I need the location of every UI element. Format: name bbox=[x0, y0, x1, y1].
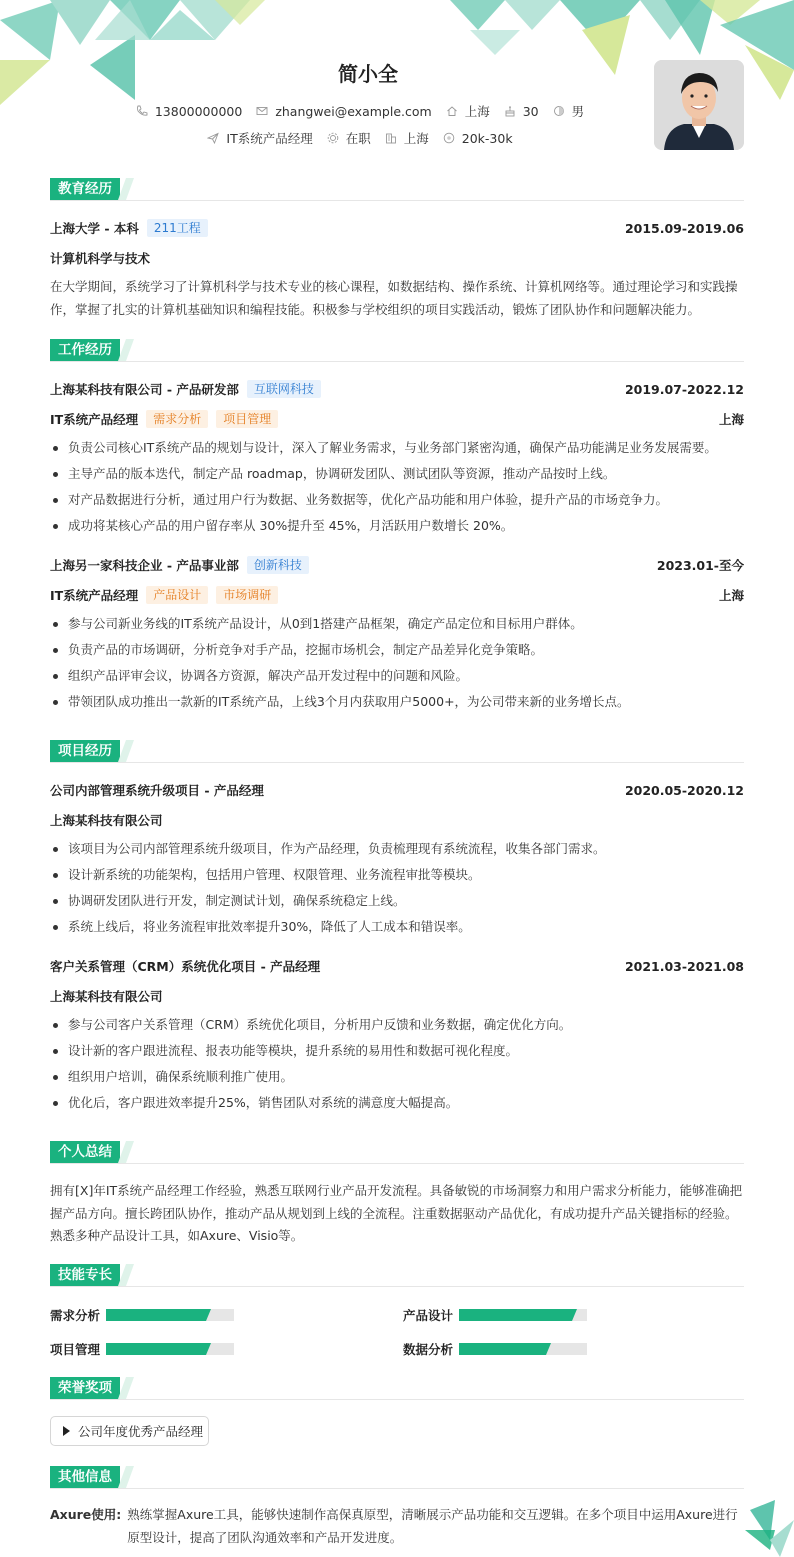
education-row bbox=[50, 218, 744, 238]
list-item: 成功将某核心产品的用户留存率从 30%提升至 45%，月活跃用户数增长 20%。 bbox=[50, 513, 744, 539]
skill-bar-fill bbox=[459, 1343, 546, 1355]
company-name: 上海某科技有限公司 - 产品研发部 bbox=[50, 382, 239, 397]
gender-text: 男 bbox=[571, 104, 585, 119]
skill-name: 产品设计 bbox=[403, 1308, 454, 1323]
company-tag: 创新科技 bbox=[247, 556, 309, 574]
avatar-photo bbox=[654, 60, 744, 150]
skill-bar bbox=[106, 1343, 234, 1355]
phone-info bbox=[136, 104, 242, 119]
job-header bbox=[50, 555, 744, 575]
status-icon bbox=[327, 132, 339, 144]
job-location: 上海 bbox=[718, 412, 744, 427]
list-item: 设计新系统的功能架构，包括用户管理、权限管理、业务流程审批等模块。 bbox=[50, 862, 744, 888]
age-text: 30 bbox=[522, 103, 539, 119]
target-city-text: 上海 bbox=[403, 131, 429, 146]
list-item: 组织用户培训，确保系统顺利推广使用。 bbox=[50, 1064, 744, 1090]
skill-tag: 市场调研 bbox=[216, 586, 278, 604]
list-item: 该项目为公司内部管理系统升级项目，作为产品经理，负责梳理现有系统流程，收集各部门需求。 bbox=[50, 836, 744, 862]
job-header bbox=[50, 379, 744, 399]
job-period: 2023.01-至今 bbox=[656, 558, 744, 573]
skill-tag: 需求分析 bbox=[146, 410, 208, 428]
list-item: 带领团队成功推出一款新的IT系统产品，上线3个月内获取用户5000+，为公司带来新的业务增长点。 bbox=[50, 689, 744, 715]
other-section-header bbox=[50, 1466, 744, 1489]
send-icon bbox=[207, 132, 219, 144]
skill-bar-fill bbox=[106, 1343, 206, 1355]
project-company: 上海某科技有限公司 bbox=[50, 813, 163, 828]
status-text: 在职 bbox=[345, 131, 371, 146]
list-item: 负责产品的市场调研，分析竞争对手产品，挖掘市场机会，制定产品差异化竞争策略。 bbox=[50, 637, 744, 663]
skills-title: 技能专长 bbox=[50, 1264, 120, 1286]
city-text: 上海 bbox=[464, 104, 490, 119]
age-info bbox=[504, 104, 539, 119]
skill-item bbox=[50, 1306, 234, 1324]
email-text: zhangwei@example.com bbox=[275, 103, 432, 119]
mail-icon bbox=[256, 105, 268, 117]
corner-decoration bbox=[740, 1500, 794, 1557]
award-text: 公司年度优秀产品经理 bbox=[78, 1424, 204, 1439]
skills-section-header bbox=[50, 1264, 744, 1287]
project-bullets bbox=[50, 836, 744, 940]
summary-text: 拥有[X]年IT系统产品经理工作经验，熟悉互联网行业产品开发流程。具备敏锐的市场洞察力和用户需求分析能力，能够准确把握产品方向。擅长跨团队协作，推动产品从规划到上线的全流程。注重数据驱动产品优化，有成功提升产品关键指标的经验。熟悉多种产品设计工具，如Axure、Visio等。 bbox=[50, 1183, 743, 1243]
list-item: 负责公司核心IT系统产品的规划与设计，深入了解业务需求，与业务部门紧密沟通，确保产品功能满足业务发展需要。 bbox=[50, 435, 744, 461]
skill-name: 项目管理 bbox=[50, 1342, 101, 1357]
job-role: IT系统产品经理 bbox=[50, 588, 139, 603]
title-tail bbox=[118, 178, 134, 200]
skill-name: 需求分析 bbox=[50, 1308, 101, 1323]
projects-section-header bbox=[50, 740, 744, 763]
candidate-name: 简小全 bbox=[338, 62, 398, 86]
education-title: 教育经历 bbox=[50, 178, 120, 200]
company-tag: 互联网科技 bbox=[247, 380, 321, 398]
job-bullets bbox=[50, 435, 744, 539]
job-role: IT系统产品经理 bbox=[50, 412, 139, 427]
title-tail bbox=[118, 740, 134, 762]
list-item: 组织产品评审会议，协调各方资源，解决产品开发过程中的问题和风险。 bbox=[50, 663, 744, 689]
skill-bar bbox=[459, 1343, 587, 1355]
summary-section-header bbox=[50, 1141, 744, 1164]
job-title-text: IT系统产品经理 bbox=[226, 131, 313, 146]
salary-text: 20k-30k bbox=[461, 130, 513, 146]
job-intent-row bbox=[0, 129, 720, 147]
other-info-value: 熟练掌握Axure工具，能够快速制作高保真原型，清晰展示产品功能和交互逻辑。在多个项目中运用Axure进行原型设计，提高了团队沟通效率和产品开发进度。 bbox=[127, 1507, 738, 1545]
job-location: 上海 bbox=[718, 588, 744, 603]
project-header bbox=[50, 780, 744, 800]
target-city-info bbox=[385, 129, 429, 147]
work-title: 工作经历 bbox=[50, 339, 120, 361]
other-info-row bbox=[50, 1503, 744, 1549]
major-name: 计算机科学与技术 bbox=[50, 251, 151, 266]
company-name: 上海另一家科技企业 - 产品事业部 bbox=[50, 558, 239, 573]
work-section-header bbox=[50, 339, 744, 362]
projects-title: 项目经历 bbox=[50, 740, 120, 762]
skill-bar bbox=[106, 1309, 234, 1321]
building-icon bbox=[385, 132, 397, 144]
phone-text: 13800000000 bbox=[154, 103, 243, 119]
skill-tag: 产品设计 bbox=[146, 586, 208, 604]
skill-bar-fill bbox=[106, 1309, 206, 1321]
education-period: 2015.09-2019.06 bbox=[624, 220, 744, 236]
home-icon bbox=[446, 105, 458, 117]
job-period: 2019.07-2022.12 bbox=[624, 381, 744, 397]
cake-icon bbox=[504, 105, 516, 117]
skill-name: 数据分析 bbox=[403, 1342, 454, 1357]
school-name: 上海大学 - 本科 bbox=[50, 221, 139, 236]
list-item: 参与公司新业务线的IT系统产品设计，从0到1搭建产品框架，确定产品定位和目标用户群体。 bbox=[50, 611, 744, 637]
project-header bbox=[50, 956, 744, 976]
list-item: 主导产品的版本迭代，制定产品 roadmap，协调研发团队、测试团队等资源，推动产品按时上线。 bbox=[50, 461, 744, 487]
skill-item bbox=[50, 1340, 234, 1358]
project-period: 2020.05-2020.12 bbox=[624, 782, 744, 798]
list-item: 系统上线后，将业务流程审批效率提升30%，降低了人工成本和错误率。 bbox=[50, 914, 744, 940]
title-tail bbox=[118, 1466, 134, 1488]
gender-icon bbox=[553, 105, 565, 117]
other-info-key: Axure使用: bbox=[50, 1507, 122, 1522]
honors-title: 荣誉奖项 bbox=[50, 1377, 120, 1399]
project-period: 2021.03-2021.08 bbox=[624, 958, 744, 974]
list-item: 优化后，客户跟进效率提升25%，销售团队对系统的满意度大幅提高。 bbox=[50, 1090, 744, 1116]
gender-info bbox=[553, 102, 585, 120]
list-item: 对产品数据进行分析，通过用户行为数据、业务数据等，优化产品功能和用户体验，提升产品的市场竞争力。 bbox=[50, 487, 744, 513]
skill-item bbox=[403, 1306, 587, 1324]
project-name: 公司内部管理系统升级项目 - 产品经理 bbox=[50, 783, 264, 798]
title-tail bbox=[118, 1264, 134, 1286]
other-title: 其他信息 bbox=[50, 1466, 120, 1488]
job-role-row bbox=[50, 409, 744, 429]
education-section-header bbox=[50, 178, 744, 201]
phone-icon bbox=[136, 105, 148, 117]
city-info bbox=[446, 102, 490, 120]
email-info bbox=[256, 104, 431, 119]
project-company-row bbox=[50, 986, 744, 1006]
title-tail bbox=[118, 1141, 134, 1163]
skill-bar bbox=[459, 1309, 587, 1321]
education-description: 在大学期间，系统学习了计算机科学与技术专业的核心课程，如数据结构、操作系统、计算机网络等。通过理论学习和实践操作，掌握了扎实的计算机基础知识和编程技能。积极参与学校组织的项目实践活动，锻炼了团队协作和问题解决能力。 bbox=[50, 279, 738, 317]
coin-icon bbox=[443, 132, 455, 144]
honors-section-header bbox=[50, 1377, 744, 1400]
summary-title: 个人总结 bbox=[50, 1141, 120, 1163]
job-bullets bbox=[50, 611, 744, 715]
skill-tag: 项目管理 bbox=[216, 410, 278, 428]
project-company-row bbox=[50, 810, 744, 830]
title-tail bbox=[118, 339, 134, 361]
job-role-row bbox=[50, 585, 744, 605]
project-name: 客户关系管理（CRM）系统优化项目 - 产品经理 bbox=[50, 959, 321, 974]
award-item[interactable] bbox=[50, 1416, 209, 1446]
job-title-info bbox=[207, 129, 312, 147]
school-tag: 211工程 bbox=[147, 219, 208, 237]
project-bullets bbox=[50, 1012, 744, 1116]
major-row bbox=[50, 248, 744, 268]
list-item: 参与公司客户关系管理（CRM）系统优化项目，分析用户反馈和业务数据，确定优化方向。 bbox=[50, 1012, 744, 1038]
title-tail bbox=[118, 1377, 134, 1399]
project-company: 上海某科技有限公司 bbox=[50, 989, 163, 1004]
avatar-illustration bbox=[654, 60, 744, 150]
salary-info bbox=[443, 131, 513, 146]
caret-right-icon bbox=[63, 1426, 70, 1436]
status-info bbox=[327, 129, 371, 147]
list-item: 协调研发团队进行开发，制定测试计划，确保系统稳定上线。 bbox=[50, 888, 744, 914]
skill-bar-fill bbox=[459, 1309, 572, 1321]
skill-item bbox=[403, 1340, 587, 1358]
list-item: 设计新的客户跟进流程、报表功能等模块，提升系统的易用性和数据可视化程度。 bbox=[50, 1038, 744, 1064]
contact-row bbox=[0, 102, 720, 120]
